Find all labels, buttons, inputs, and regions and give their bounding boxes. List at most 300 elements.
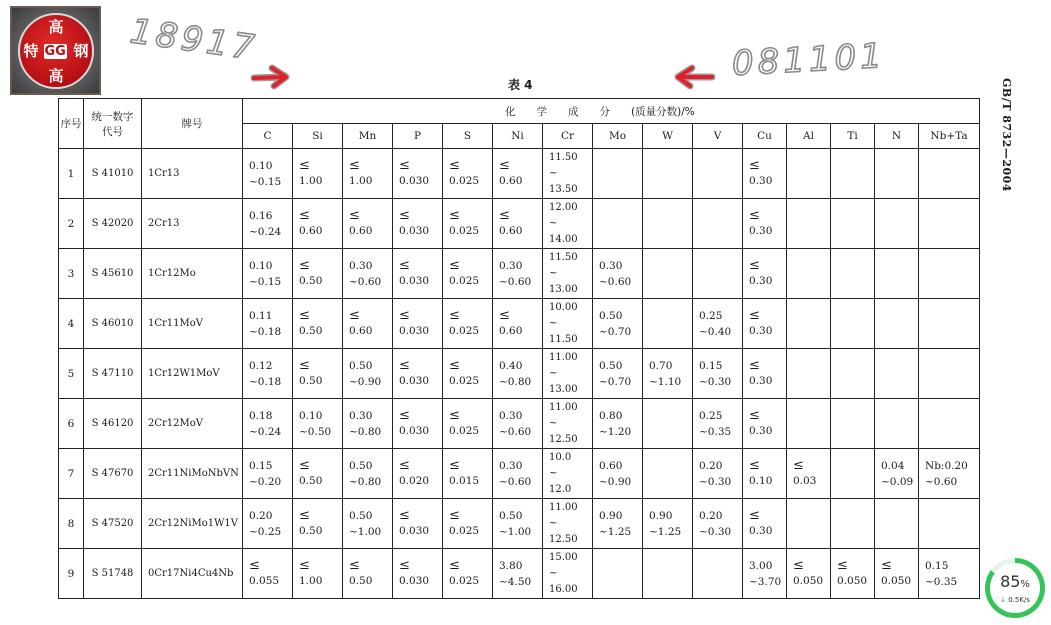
row-unified-code: S 47110 bbox=[84, 349, 142, 399]
header-element-mo: Mo bbox=[593, 124, 643, 149]
cell-s bbox=[443, 499, 493, 549]
cell-cu bbox=[743, 249, 787, 299]
cell-cr-line: ~ bbox=[549, 417, 558, 429]
cell-cr-line: ~ bbox=[549, 317, 558, 329]
header-element-al: Al bbox=[787, 124, 831, 149]
cell-v bbox=[693, 349, 743, 399]
cell-al bbox=[787, 349, 831, 399]
cell-ni-line: 3.80 bbox=[499, 559, 523, 572]
cell-si bbox=[293, 449, 343, 499]
cell-cu-line: 0.30 bbox=[749, 525, 773, 537]
cell-al-line: 0.050 bbox=[793, 575, 824, 587]
row-seq: 3 bbox=[59, 249, 84, 299]
cell-c-line: 0.16 bbox=[249, 209, 273, 222]
cell-ni bbox=[493, 199, 543, 249]
table-row bbox=[59, 249, 980, 299]
cell-c-line: 0.10 bbox=[249, 159, 273, 172]
cell-ni bbox=[493, 549, 543, 599]
cell-v-line: ~0.40 bbox=[699, 325, 732, 338]
row-unified-code: S 51748 bbox=[84, 549, 142, 599]
cell-s bbox=[443, 449, 493, 499]
header-element-cr: Cr bbox=[543, 124, 593, 149]
cell-mn-line: 0.50 bbox=[349, 509, 373, 522]
row-unified-code: S 47520 bbox=[84, 499, 142, 549]
cell-cr bbox=[543, 499, 593, 549]
cell-mo-line: 0.50 bbox=[599, 309, 623, 322]
cell-ni-line: 0.60 bbox=[499, 225, 523, 237]
cell-s bbox=[443, 349, 493, 399]
row-grade: 2Cr13 bbox=[142, 199, 243, 249]
cell-al bbox=[787, 199, 831, 249]
cell-n bbox=[875, 449, 919, 499]
cell-p-line: ≤ bbox=[399, 458, 410, 473]
row-unified-code: S 42020 bbox=[84, 199, 142, 249]
cell-cr-line: ~ bbox=[549, 217, 558, 229]
cell-w bbox=[643, 449, 693, 499]
cell-w bbox=[643, 199, 693, 249]
cell-cr-line: 11.50 bbox=[549, 333, 578, 345]
cell-cr-line: ~ bbox=[549, 467, 558, 479]
cell-ti bbox=[831, 349, 875, 399]
cell-w-line: 0.90 bbox=[649, 509, 673, 522]
cell-ni-line: ~0.60 bbox=[499, 475, 532, 488]
table-title: 表 4 bbox=[508, 78, 533, 92]
cell-p-line: 0.030 bbox=[399, 575, 430, 587]
cell-cr-line: 10.00 bbox=[549, 301, 578, 313]
cell-p bbox=[393, 399, 443, 449]
cell-cr-line: 13.00 bbox=[549, 283, 578, 295]
cell-cr-line: 11.00 bbox=[549, 351, 578, 363]
chemical-composition-table bbox=[58, 98, 980, 599]
cell-mn-line: 0.50 bbox=[349, 575, 373, 587]
cell-cu-line: 3.00 bbox=[749, 559, 773, 572]
cell-s-line: 0.025 bbox=[449, 325, 480, 337]
cell-cu bbox=[743, 449, 787, 499]
network-speed-widget[interactable] bbox=[985, 558, 1045, 618]
cell-p-line: ≤ bbox=[399, 358, 410, 373]
cell-mn-line: 0.60 bbox=[349, 325, 373, 337]
cell-si-line: 1.00 bbox=[299, 175, 323, 187]
cell-w bbox=[643, 499, 693, 549]
cell-si-line: 1.00 bbox=[299, 575, 323, 587]
cell-w bbox=[643, 549, 693, 599]
cell-c-line: 0.055 bbox=[249, 575, 280, 587]
cell-s-line: ≤ bbox=[449, 358, 460, 373]
cell-mo-line: ~1.25 bbox=[599, 525, 632, 538]
cell-si-line: 0.60 bbox=[299, 225, 323, 237]
cell-si-line: 0.10 bbox=[299, 409, 323, 422]
cell-nbta bbox=[919, 349, 980, 399]
cell-ti bbox=[831, 199, 875, 249]
speed-percent-value: 85 bbox=[1000, 571, 1021, 591]
cell-si bbox=[293, 299, 343, 349]
cell-p-line: 0.030 bbox=[399, 375, 430, 387]
header-element-n: N bbox=[875, 124, 919, 149]
cell-s-line: ≤ bbox=[449, 408, 460, 423]
row-unified-code: S 45610 bbox=[84, 249, 142, 299]
cell-mo-line: ~0.90 bbox=[599, 475, 632, 488]
cell-p-line: ≤ bbox=[399, 258, 410, 273]
header-element-cu: Cu bbox=[743, 124, 787, 149]
cell-al bbox=[787, 299, 831, 349]
cell-cr-line: ~ bbox=[549, 567, 558, 579]
cell-cu bbox=[743, 399, 787, 449]
cell-p-line: 0.030 bbox=[399, 525, 430, 537]
cell-c-line: ~0.15 bbox=[249, 175, 282, 188]
cell-si bbox=[293, 149, 343, 199]
cell-p bbox=[393, 549, 443, 599]
cell-si bbox=[293, 199, 343, 249]
cell-w bbox=[643, 299, 693, 349]
cell-al bbox=[787, 549, 831, 599]
cell-mo bbox=[593, 249, 643, 299]
row-unified-code: S 47670 bbox=[84, 449, 142, 499]
cell-cr bbox=[543, 349, 593, 399]
header-element-mn: Mn bbox=[343, 124, 393, 149]
cell-v-line: 0.20 bbox=[699, 459, 723, 472]
cell-c bbox=[243, 299, 293, 349]
cell-mo-line: ~0.60 bbox=[599, 275, 632, 288]
watermark-number-left: 18917 bbox=[127, 11, 261, 69]
cell-s-line: ≤ bbox=[449, 308, 460, 323]
row-seq: 5 bbox=[59, 349, 84, 399]
cell-cr-line: 13.00 bbox=[549, 383, 578, 395]
cell-c-line: ~0.18 bbox=[249, 375, 282, 388]
cell-mo bbox=[593, 399, 643, 449]
cell-c-line: ~0.24 bbox=[249, 225, 282, 238]
cell-mn-line: ~0.90 bbox=[349, 375, 382, 388]
cell-s-line: 0.025 bbox=[449, 175, 480, 187]
cell-mo-line: ~0.70 bbox=[599, 375, 632, 388]
cell-cu bbox=[743, 299, 787, 349]
cell-mn bbox=[343, 249, 393, 299]
cell-cr bbox=[543, 299, 593, 349]
cell-al-line: ≤ bbox=[793, 458, 804, 473]
cell-ni-line: 0.50 bbox=[499, 509, 523, 522]
cell-mn-line: 0.30 bbox=[349, 409, 373, 422]
cell-cu-line: ≤ bbox=[749, 308, 760, 323]
cell-mn bbox=[343, 399, 393, 449]
cell-c-line: ~0.20 bbox=[249, 475, 282, 488]
cell-mo-line: 0.50 bbox=[599, 359, 623, 372]
cell-nbta bbox=[919, 449, 980, 499]
cell-v bbox=[693, 399, 743, 449]
cell-c-line: 0.18 bbox=[249, 409, 273, 422]
cell-p-line: ≤ bbox=[399, 408, 410, 423]
cell-mn-line: ≤ bbox=[349, 158, 360, 173]
cell-c-line: 0.11 bbox=[249, 309, 273, 322]
cell-v-line: 0.15 bbox=[699, 359, 723, 372]
table-body bbox=[59, 149, 980, 599]
row-seq: 9 bbox=[59, 549, 84, 599]
cell-v bbox=[693, 499, 743, 549]
cell-ti bbox=[831, 299, 875, 349]
cell-ni-line: ≤ bbox=[499, 308, 510, 323]
cell-cu-line: ≤ bbox=[749, 508, 760, 523]
cell-s-line: ≤ bbox=[449, 558, 460, 573]
cell-ni bbox=[493, 299, 543, 349]
cell-mn bbox=[343, 199, 393, 249]
cell-w-line: 0.70 bbox=[649, 359, 673, 372]
cell-n bbox=[875, 399, 919, 449]
cell-ni-line: 0.60 bbox=[499, 175, 523, 187]
cell-n bbox=[875, 249, 919, 299]
cell-w bbox=[643, 399, 693, 449]
header-grade: 牌号 bbox=[142, 99, 243, 149]
cell-ti-line: ≤ bbox=[837, 558, 848, 573]
cell-p bbox=[393, 149, 443, 199]
cell-p bbox=[393, 249, 443, 299]
table-row bbox=[59, 349, 980, 399]
cell-cr-line: ~ bbox=[549, 167, 558, 179]
cell-mn-line: 0.50 bbox=[349, 459, 373, 472]
cell-ni-line: ~4.50 bbox=[499, 575, 532, 588]
cell-ni bbox=[493, 349, 543, 399]
cell-v-line: ~0.35 bbox=[699, 425, 732, 438]
cell-si-line: 0.50 bbox=[299, 375, 323, 387]
cell-s-line: 0.015 bbox=[449, 475, 480, 487]
row-seq: 6 bbox=[59, 399, 84, 449]
header-element-p: P bbox=[393, 124, 443, 149]
header-element-si: Si bbox=[293, 124, 343, 149]
cell-p-line: 0.030 bbox=[399, 425, 430, 437]
cell-mn bbox=[343, 299, 393, 349]
cell-nbta bbox=[919, 399, 980, 449]
cell-mn bbox=[343, 449, 393, 499]
watermark-number-right: 081101 bbox=[731, 36, 887, 84]
cell-cu-line: 0.30 bbox=[749, 225, 773, 237]
cell-nbta-line: Nb:0.20 bbox=[925, 459, 968, 472]
cell-ni bbox=[493, 249, 543, 299]
cell-ti bbox=[831, 399, 875, 449]
cell-si-line: ≤ bbox=[299, 558, 310, 573]
table-row bbox=[59, 499, 980, 549]
cell-n bbox=[875, 199, 919, 249]
cell-s-line: 0.025 bbox=[449, 575, 480, 587]
cell-cr-line: 11.00 bbox=[549, 501, 578, 513]
cell-cu bbox=[743, 149, 787, 199]
speed-rate-value: 0.5K/s bbox=[1008, 595, 1030, 604]
cell-mo-line: ~0.70 bbox=[599, 325, 632, 338]
cell-w-line: ~1.10 bbox=[649, 375, 682, 388]
cell-s-line: 0.025 bbox=[449, 375, 480, 387]
cell-mo bbox=[593, 549, 643, 599]
header-chemical-composition: 化 学 成 分 (质量分数)/% bbox=[243, 99, 980, 124]
cell-p-line: ≤ bbox=[399, 558, 410, 573]
speed-rate bbox=[1000, 596, 1030, 604]
cell-cu bbox=[743, 549, 787, 599]
cell-v-line: 0.25 bbox=[699, 409, 723, 422]
cell-cu-line: 0.30 bbox=[749, 325, 773, 337]
cell-ti bbox=[831, 149, 875, 199]
cell-c bbox=[243, 449, 293, 499]
standard-code: GB/T 8732—2004 bbox=[1000, 78, 1013, 192]
cell-ni-line: 0.30 bbox=[499, 459, 523, 472]
cell-ni-line: ~0.60 bbox=[499, 425, 532, 438]
cell-ni-line: ≤ bbox=[499, 208, 510, 223]
cell-cr bbox=[543, 399, 593, 449]
cell-cr-line: ~ bbox=[549, 367, 558, 379]
cell-si-line: 0.50 bbox=[299, 475, 323, 487]
cell-ni-line: ≤ bbox=[499, 158, 510, 173]
cell-mo-line: 0.30 bbox=[599, 259, 623, 272]
cell-cu-line: 0.30 bbox=[749, 375, 773, 387]
cell-si bbox=[293, 549, 343, 599]
cell-al bbox=[787, 149, 831, 199]
cell-p-line: ≤ bbox=[399, 208, 410, 223]
cell-p bbox=[393, 199, 443, 249]
cell-mn-line: ≤ bbox=[349, 208, 360, 223]
cell-c-line: 0.20 bbox=[249, 509, 273, 522]
cell-v bbox=[693, 249, 743, 299]
cell-v bbox=[693, 149, 743, 199]
cell-si-line: 0.50 bbox=[299, 325, 323, 337]
cell-mn bbox=[343, 149, 393, 199]
logo-char-top: 高 bbox=[48, 17, 64, 36]
header-element-c: C bbox=[243, 124, 293, 149]
cell-p-line: ≤ bbox=[399, 508, 410, 523]
cell-cu-line: ~3.70 bbox=[749, 575, 782, 588]
row-seq: 8 bbox=[59, 499, 84, 549]
cell-c bbox=[243, 399, 293, 449]
cell-si-line: 0.50 bbox=[299, 275, 323, 287]
cell-n-line: 0.050 bbox=[881, 575, 912, 587]
cell-cr-line: 10.0 bbox=[549, 451, 572, 463]
cell-cr-line: ~ bbox=[549, 517, 558, 529]
cell-mo bbox=[593, 499, 643, 549]
download-arrow-icon: ↓ bbox=[1000, 595, 1006, 604]
cell-cu-line: 0.30 bbox=[749, 175, 773, 187]
cell-v-line: 0.25 bbox=[699, 309, 723, 322]
cell-al bbox=[787, 499, 831, 549]
cell-nbta bbox=[919, 249, 980, 299]
cell-si-line: ≤ bbox=[299, 358, 310, 373]
cell-cu bbox=[743, 349, 787, 399]
header-element-nb-ta: Nb+Ta bbox=[919, 124, 980, 149]
cell-cr-line: 12.00 bbox=[549, 201, 578, 213]
cell-si-line: ≤ bbox=[299, 208, 310, 223]
table-row bbox=[59, 549, 980, 599]
cell-s-line: ≤ bbox=[449, 508, 460, 523]
cell-cu-line: ≤ bbox=[749, 158, 760, 173]
row-seq: 1 bbox=[59, 149, 84, 199]
cell-c-line: 0.15 bbox=[249, 459, 273, 472]
cell-v-line: ~0.30 bbox=[699, 475, 732, 488]
cell-si bbox=[293, 399, 343, 449]
cell-si-line: ≤ bbox=[299, 458, 310, 473]
cell-ti bbox=[831, 549, 875, 599]
cell-n bbox=[875, 149, 919, 199]
cell-mo bbox=[593, 299, 643, 349]
cell-s bbox=[443, 549, 493, 599]
cell-cr-line: 12.0 bbox=[549, 483, 572, 495]
cell-cr-line: 15.00 bbox=[549, 551, 578, 563]
cell-mn bbox=[343, 499, 393, 549]
row-seq: 2 bbox=[59, 199, 84, 249]
row-grade: 2Cr12NiMo1W1V bbox=[142, 499, 243, 549]
speed-percent-unit: % bbox=[1020, 578, 1030, 590]
cell-cr-line: 11.50 bbox=[549, 151, 578, 163]
cell-cr-line: 14.00 bbox=[549, 233, 578, 245]
cell-nbta-line: 0.15 bbox=[925, 559, 949, 572]
table-row bbox=[59, 199, 980, 249]
cell-v-line: ~0.30 bbox=[699, 375, 732, 388]
cell-si-line: ≤ bbox=[299, 508, 310, 523]
cell-c-line: ~0.25 bbox=[249, 525, 282, 538]
cell-ni-line: ~1.00 bbox=[499, 525, 532, 538]
cell-mn bbox=[343, 549, 393, 599]
cell-n-line: ≤ bbox=[881, 558, 892, 573]
cell-p-line: 0.030 bbox=[399, 325, 430, 337]
cell-s-line: ≤ bbox=[449, 458, 460, 473]
cell-si-line: ≤ bbox=[299, 308, 310, 323]
cell-s-line: ≤ bbox=[449, 208, 460, 223]
cell-cr bbox=[543, 549, 593, 599]
row-unified-code: S 41010 bbox=[84, 149, 142, 199]
cell-cu-line: ≤ bbox=[749, 408, 760, 423]
cell-s bbox=[443, 249, 493, 299]
cell-mn-line: ≤ bbox=[349, 558, 360, 573]
header-element-ti: Ti bbox=[831, 124, 875, 149]
cell-al bbox=[787, 399, 831, 449]
cell-si bbox=[293, 249, 343, 299]
row-grade: 1Cr12Mo bbox=[142, 249, 243, 299]
cell-c bbox=[243, 249, 293, 299]
cell-p-line: ≤ bbox=[399, 158, 410, 173]
cell-s-line: 0.025 bbox=[449, 525, 480, 537]
cell-cr-line: 16.00 bbox=[549, 583, 578, 595]
cell-ti bbox=[831, 449, 875, 499]
cell-p bbox=[393, 449, 443, 499]
cell-mo bbox=[593, 449, 643, 499]
cell-c bbox=[243, 199, 293, 249]
header-seq: 序号 bbox=[59, 99, 84, 149]
cell-mo-line: 0.80 bbox=[599, 409, 623, 422]
cell-s-line: 0.025 bbox=[449, 275, 480, 287]
cell-p-line: ≤ bbox=[399, 308, 410, 323]
cell-ni-line: 0.60 bbox=[499, 325, 523, 337]
cell-cr-line: 12.50 bbox=[549, 433, 578, 445]
cell-ni-line: ~0.60 bbox=[499, 275, 532, 288]
cell-mo-line: 0.90 bbox=[599, 509, 623, 522]
row-grade: 0Cr17Ni4Cu4Nb bbox=[142, 549, 243, 599]
cell-c bbox=[243, 499, 293, 549]
cell-c-line: ≤ bbox=[249, 558, 260, 573]
cell-cu-line: ≤ bbox=[749, 358, 760, 373]
cell-s-line: 0.025 bbox=[449, 225, 480, 237]
cell-s-line: 0.025 bbox=[449, 425, 480, 437]
cell-ni bbox=[493, 399, 543, 449]
cell-mn-line: 0.60 bbox=[349, 225, 373, 237]
cell-nbta bbox=[919, 499, 980, 549]
cell-cr bbox=[543, 149, 593, 199]
cell-s-line: ≤ bbox=[449, 258, 460, 273]
cell-cr-line: 11.50 bbox=[549, 251, 578, 263]
header-unified-code: 统一数字代号 bbox=[84, 99, 142, 149]
cell-al-line: 0.03 bbox=[793, 475, 817, 487]
cell-nbta bbox=[919, 299, 980, 349]
cell-s bbox=[443, 399, 493, 449]
cell-cu bbox=[743, 499, 787, 549]
cell-ti bbox=[831, 249, 875, 299]
cell-p-line: 0.030 bbox=[399, 175, 430, 187]
cell-ti bbox=[831, 499, 875, 549]
cell-cr bbox=[543, 199, 593, 249]
cell-c-line: ~0.15 bbox=[249, 275, 282, 288]
cell-ni-line: 0.30 bbox=[499, 409, 523, 422]
row-grade: 1Cr12W1MoV bbox=[142, 349, 243, 399]
arrow-left-icon bbox=[672, 64, 716, 90]
